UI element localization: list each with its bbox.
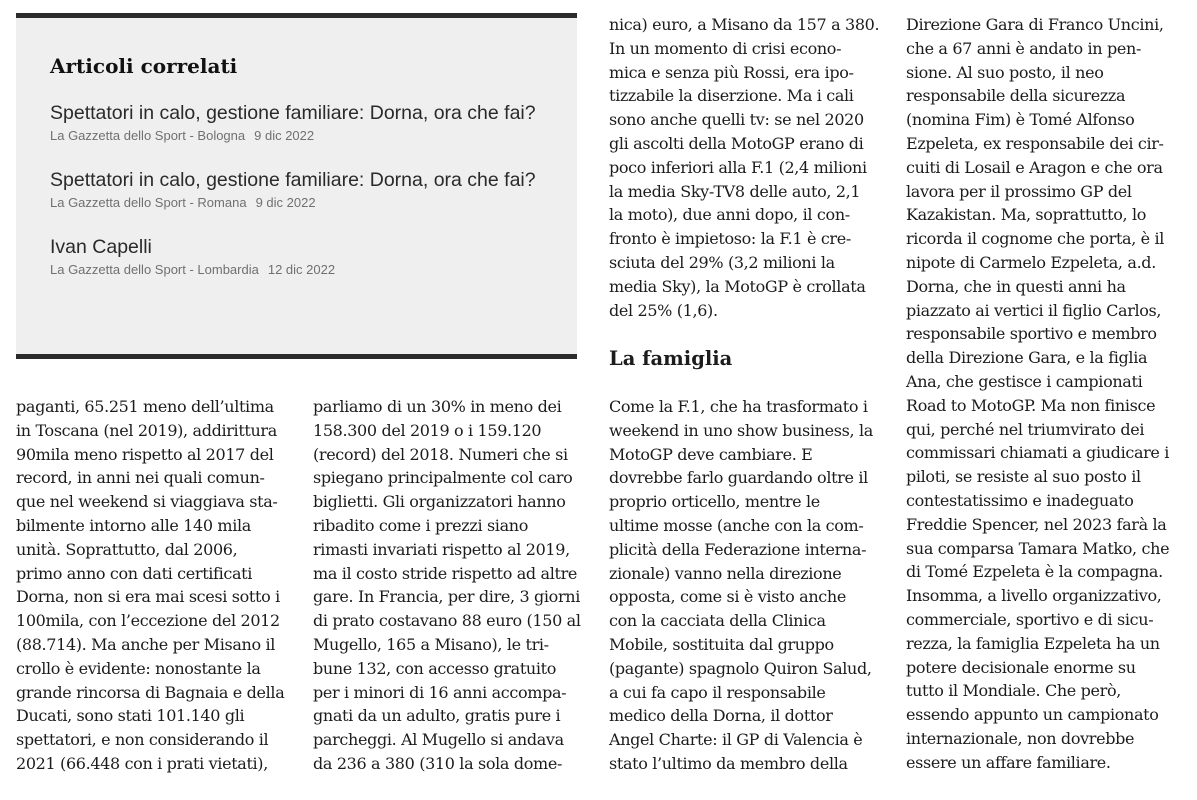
related-article-source: La Gazzetta dello Sport - Bologna xyxy=(50,128,246,143)
article-text-line: per i minori di 16 anni accompa- xyxy=(313,682,567,702)
article-text-line: unità. Soprattutto, dal 2006, xyxy=(16,539,238,559)
article-text-line: del 25% (1,6). xyxy=(609,300,718,320)
article-text-line: zionale) vanno nella direzione xyxy=(609,563,842,583)
related-article-2[interactable] xyxy=(50,168,570,210)
article-text-line: rimasti invariati rispetto al 2019, xyxy=(313,539,570,559)
article-text-line: Ducati, sono stati 101.140 gli xyxy=(16,706,245,726)
article-text-line: stato l’ultimo da membro della xyxy=(609,753,848,773)
article-text-line: responsabile sportivo e membro xyxy=(906,324,1157,344)
article-text-line: rezza, la famiglia Ezpeleta ha un xyxy=(906,633,1160,653)
related-articles-box xyxy=(16,13,577,359)
article-text-line: sono anche quelli tv: se nel 2020 xyxy=(609,110,864,130)
article-text-line: essere un affare familiare. xyxy=(906,752,1111,772)
article-text-line: Ana, che gestisce i campionati xyxy=(906,371,1143,391)
section-heading-text: La famiglia xyxy=(609,347,733,370)
article-text-line: Mugello, 165 a Misano), le tri- xyxy=(313,634,549,654)
article-text-line: mica e senza più Rossi, era ipo- xyxy=(609,62,854,82)
article-text-line: parcheggi. Al Mugello si andava xyxy=(313,730,564,750)
article-text-line: (nomina Fim) è Tomé Alfonso xyxy=(906,110,1135,130)
article-text-line: contestatissimo e inadeguato xyxy=(906,490,1134,510)
article-text-line: 158.300 del 2019 o i 159.120 xyxy=(313,420,542,440)
article-text-line: fronto è impietoso: la F.1 è cre- xyxy=(609,229,851,249)
article-text-line: paganti, 65.251 meno dell’ultima xyxy=(16,397,274,416)
article-text-line: media Sky), la MotoGP è crollata xyxy=(609,276,866,296)
article-text-line: grande rincorsa di Bagnaia e della xyxy=(16,682,285,702)
related-article-meta xyxy=(50,195,570,210)
article-text-line: (88.714). Ma anche per Misano il xyxy=(16,634,276,654)
article-text-line: Ezpeleta, ex responsabile dei cir- xyxy=(906,133,1164,153)
article-text-line: primo anno con dati certificati xyxy=(16,563,253,583)
article-column-1 xyxy=(16,395,284,776)
article-text-line: la media Sky-TV8 delle auto, 2,1 xyxy=(609,181,861,201)
article-text-line: biglietti. Gli organizzatori hanno xyxy=(313,492,566,512)
article-text-line: ricorda il cognome che porta, è il xyxy=(906,229,1165,249)
article-text-line: essendo appunto un campionato xyxy=(906,705,1159,725)
related-article-source: La Gazzetta dello Sport - Romana xyxy=(50,195,247,210)
article-text-line: di Tomé Ezpeleta è la compagna. xyxy=(906,562,1163,582)
article-text-line: Freddie Spencer, nel 2023 farà la xyxy=(906,514,1167,534)
article-text-line: crollo è evidente: nonostante la xyxy=(16,658,261,678)
article-text-line: record, in anni nei quali comun- xyxy=(16,468,265,488)
article-text-line: nica) euro, a Misano da 157 a 380. xyxy=(609,15,880,34)
article-text-line: piazzato ai vertici il figlio Carlos, xyxy=(906,300,1162,320)
article-text-line: 2021 (66.448 con i prati vietati), xyxy=(16,753,268,773)
related-article-date: 9 dic 2022 xyxy=(254,128,315,143)
article-text-line: bune 132, con accesso gratuito xyxy=(313,658,557,678)
article-text-line: proprio orticello, mentre le xyxy=(609,492,820,512)
article-text-line: medico della Dorna, il dottor xyxy=(609,706,833,726)
article-text-line: tizzabile la diserzione. Ma i cali xyxy=(609,86,854,106)
article-text-line: spettatori, e non considerando il xyxy=(16,730,269,750)
related-article-1[interactable] xyxy=(50,101,570,143)
article-text-line: Angel Charte: il GP di Valencia è xyxy=(609,730,863,750)
article-text-line: spiegano principalmente col caro xyxy=(313,468,573,488)
article-text-line: que nel weekend si viaggiava sta- xyxy=(16,492,278,512)
article-text-line: (record) del 2018. Numeri che si xyxy=(313,444,568,464)
related-article-date: 9 dic 2022 xyxy=(255,195,316,210)
article-text-line: MotoGP deve cambiare. E xyxy=(609,444,813,464)
article-text-line: ultime mosse (anche con la com- xyxy=(609,515,864,535)
article-text-line: opposta, come si è visto anche xyxy=(609,587,846,607)
article-text-line: internazionale, non dovrebbe xyxy=(906,728,1135,748)
article-text-line: qui, perché nel triumvirato dei xyxy=(906,419,1145,439)
article-text-line: sione. Al suo posto, il neo xyxy=(906,62,1104,82)
article-text-line: Dorna, che in questi anni ha xyxy=(906,276,1126,296)
article-text-line: gare. In Francia, per dire, 3 giorni xyxy=(313,587,580,607)
article-text-line: a cui fa capo il responsabile xyxy=(609,682,826,702)
article-text-line: piloti, se resiste al suo posto il xyxy=(906,467,1141,487)
article-text-line: Come la F.1, che ha trasformato i xyxy=(609,397,868,416)
related-articles-heading: Articoli correlati xyxy=(50,54,238,78)
article-column-2 xyxy=(313,395,581,776)
related-article-title[interactable]: Ivan Capelli xyxy=(50,236,152,258)
related-article-meta xyxy=(50,262,570,277)
article-text-line: 100mila, con l’eccezione del 2012 xyxy=(16,611,280,631)
article-text-line: da 236 a 380 (310 la sola dome- xyxy=(313,753,563,773)
article-text-line: gnati da un adulto, gratis pure i xyxy=(313,706,561,726)
article-text-line: potere decisionale enorme su xyxy=(906,657,1136,677)
article-text-line: cuiti di Losail e Aragon e che ora xyxy=(906,157,1163,177)
article-text-line: di prato costavano 88 euro (150 al xyxy=(313,611,581,631)
related-article-date: 12 dic 2022 xyxy=(267,262,336,277)
related-article-title[interactable]: Spettatori in calo, gestione familiare: Dorna, ora che fai? xyxy=(50,102,536,124)
article-text-line: In un momento di crisi econo- xyxy=(609,38,842,58)
article-column-3-bottom xyxy=(609,395,873,776)
article-text-line: poco inferiori alla F.1 (2,4 milioni xyxy=(609,157,867,177)
article-text-line: ma il costo stride rispetto ad altre xyxy=(313,563,578,583)
related-article-meta xyxy=(50,128,570,143)
article-text-line: gli ascolti della MotoGP erano di xyxy=(609,133,864,153)
article-text-line: che a 67 anni è andato in pen- xyxy=(906,38,1142,58)
article-text-line: la moto), due anni dopo, il con- xyxy=(609,205,850,225)
article-text-line: Direzione Gara di Franco Uncini, xyxy=(906,15,1164,34)
related-article-3[interactable] xyxy=(50,235,570,277)
article-text-line: bilmente intorno alle 140 mila xyxy=(16,515,251,535)
article-text-line: della Direzione Gara, e la figlia xyxy=(906,348,1148,368)
section-heading-la-famiglia xyxy=(609,347,732,371)
article-text-line: Mobile, sostituita dal gruppo xyxy=(609,634,834,654)
article-text-line: (pagante) spagnolo Quiron Salud, xyxy=(609,658,872,678)
article-text-line: con la cacciata della Clinica xyxy=(609,611,826,631)
article-text-line: responsabile della sicurezza xyxy=(906,86,1126,106)
article-text-line: dovrebbe farlo guardando oltre il xyxy=(609,468,868,488)
article-text-line: commissari chiamati a giudicare i xyxy=(906,443,1170,463)
article-text-line: sciuta del 29% (3,2 milioni la xyxy=(609,252,835,272)
article-text-line: parliamo di un 30% in meno dei xyxy=(313,397,562,416)
article-text-line: plicità della Federazione interna- xyxy=(609,539,867,559)
related-article-title[interactable]: Spettatori in calo, gestione familiare: Dorna, ora che fai? xyxy=(50,169,536,191)
article-text-line: weekend in uno show business, la xyxy=(609,420,873,440)
article-column-3-top xyxy=(609,13,879,322)
article-text-line: Kazakistan. Ma, soprattutto, lo xyxy=(906,205,1147,225)
related-article-source: La Gazzetta dello Sport - Lombardia xyxy=(50,262,259,277)
article-text-line: Road to MotoGP. Ma non finisce xyxy=(906,395,1156,415)
article-text-line: sua comparsa Tamara Matko, che xyxy=(906,538,1170,558)
article-text-line: Dorna, non si era mai scesi sotto i xyxy=(16,587,280,607)
article-column-4 xyxy=(906,13,1169,775)
article-text-line: lavora per il prossimo GP del xyxy=(906,181,1132,201)
article-text-line: ribadito come i prezzi siano xyxy=(313,515,529,535)
article-text-line: commerciale, sportivo e di sicu- xyxy=(906,609,1154,629)
article-text-line: nipote di Carmelo Ezpeleta, a.d. xyxy=(906,252,1156,272)
article-text-line: Insomma, a livello organizzativo, xyxy=(906,586,1162,606)
article-text-line: 90mila meno rispetto al 2017 del xyxy=(16,444,274,464)
article-text-line: in Toscana (nel 2019), addirittura xyxy=(16,420,277,440)
article-text-line: tutto il Mondiale. Che però, xyxy=(906,681,1121,701)
